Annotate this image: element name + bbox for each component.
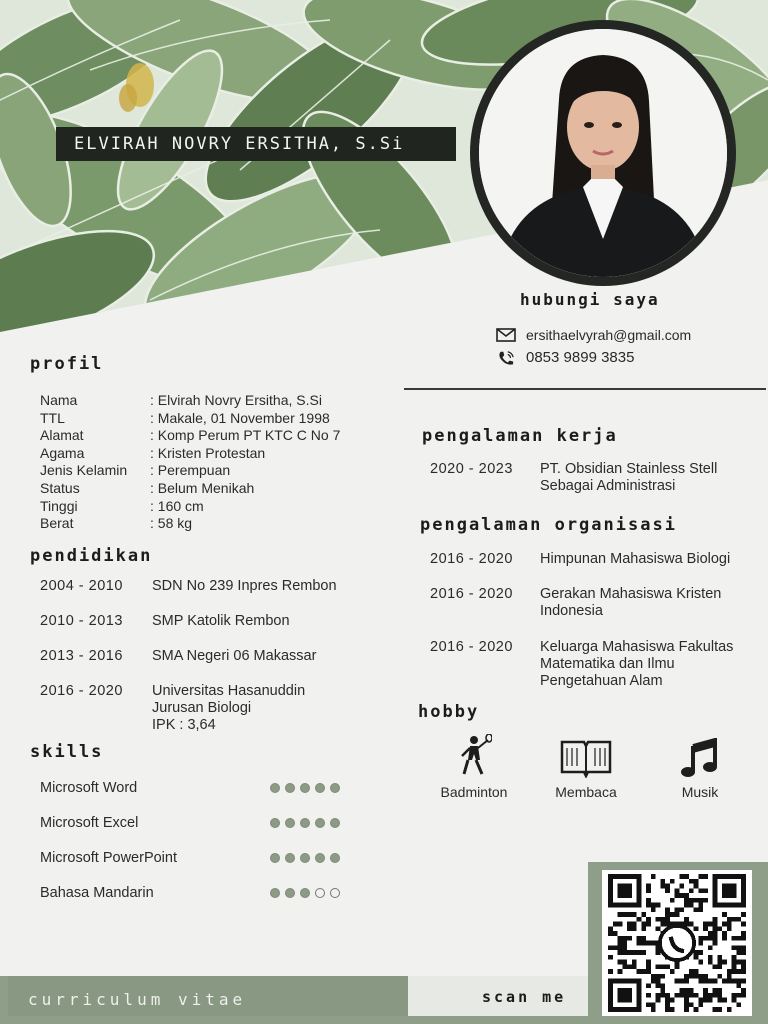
rating-dot-filled xyxy=(270,853,280,863)
profile-row xyxy=(40,445,340,463)
name-banner xyxy=(56,127,456,161)
portrait-illustration xyxy=(479,29,727,277)
profile-label: Jenis Kelamin xyxy=(40,462,128,479)
organization-years: 2016 - 2020 xyxy=(430,551,513,567)
profile-table xyxy=(40,392,340,533)
rating-dot-filled xyxy=(285,888,295,898)
skill-name: Microsoft Excel xyxy=(40,815,139,831)
organization-name: Gerakan Mahasiswa Kristen xyxy=(540,586,722,602)
hobby-item xyxy=(650,734,750,800)
profile-label: Status xyxy=(40,479,80,496)
hobby-label: Badminton xyxy=(440,784,508,800)
education-school: SDN No 239 Inpres Rembon xyxy=(152,578,337,594)
education-years: 2016 - 2020 xyxy=(40,683,123,699)
rating-dot-filled xyxy=(315,853,325,863)
skill-rating xyxy=(270,888,340,898)
whatsapp-qr-code[interactable] xyxy=(602,870,752,1016)
skill-rating xyxy=(270,818,340,828)
education-item xyxy=(40,613,290,630)
phone-line[interactable] xyxy=(496,349,634,366)
hobby-title: hobby xyxy=(418,702,480,722)
organization-years: 2016 - 2020 xyxy=(430,586,513,602)
profile-value: : Komp Perum PT KTC C No 7 xyxy=(150,427,341,444)
envelope-icon xyxy=(496,327,516,343)
phone-text: 0853 9899 3835 xyxy=(526,349,635,366)
profile-value: : Elvirah Novry Ersitha, S.Si xyxy=(150,392,322,408)
profile-row xyxy=(40,462,340,480)
rating-dot-filled xyxy=(330,818,340,828)
education-gpa: IPK : 3,64 xyxy=(152,717,216,733)
profile-value: : Perempuan xyxy=(150,462,231,479)
organization-years: 2016 - 2020 xyxy=(430,639,513,655)
skill-name: Microsoft Word xyxy=(40,780,138,796)
rating-dot-filled xyxy=(315,783,325,793)
rating-dot-filled xyxy=(270,888,280,898)
footer-title: curriculum vitae xyxy=(28,990,247,1009)
profile-value: : Makale, 01 November 1998 xyxy=(150,409,330,426)
profile-value: : Kristen Protestan xyxy=(150,444,266,461)
skill-rating xyxy=(270,783,340,793)
badminton-player-icon xyxy=(456,734,492,778)
profile-row xyxy=(40,515,340,533)
email-text: ersithaelvyrah@gmail.com xyxy=(526,327,692,343)
skills-title: skills xyxy=(30,742,104,762)
organization-name-cont: Pengetahuan Alam xyxy=(540,673,663,689)
skill-name: Bahasa Mandarin xyxy=(40,885,154,901)
work-years: 2020 - 2023 xyxy=(430,461,513,477)
rating-dot-empty xyxy=(330,888,340,898)
education-item xyxy=(40,683,305,734)
education-item xyxy=(40,648,316,665)
profile-label: TTL xyxy=(40,409,65,426)
rating-dot-filled xyxy=(315,818,325,828)
education-title: pendidikan xyxy=(30,546,153,566)
music-note-icon xyxy=(681,738,719,778)
work-company: PT. Obsidian Stainless Stell xyxy=(540,461,718,477)
rating-dot-filled xyxy=(285,853,295,863)
profile-label: Berat xyxy=(40,515,74,532)
hobby-label: Membaca xyxy=(555,784,617,800)
education-school: SMP Katolik Rembon xyxy=(152,613,290,629)
organization-item xyxy=(430,639,755,690)
rating-dot-filled xyxy=(300,888,310,898)
organization-name-cont: Matematika dan Ilmu xyxy=(540,656,675,672)
organization-title: pengalaman organisasi xyxy=(420,515,677,535)
rating-dot-empty xyxy=(315,888,325,898)
education-school: Universitas Hasanuddin xyxy=(152,683,306,699)
skill-name: Microsoft PowerPoint xyxy=(40,850,177,866)
profile-row xyxy=(40,498,340,516)
rating-dot-filled xyxy=(285,783,295,793)
skill-row xyxy=(40,780,340,796)
hobby-item xyxy=(536,734,636,800)
qr-code-icon xyxy=(606,874,748,1012)
profile-value: : Belum Menikah xyxy=(150,479,255,496)
profile-value: : 58 kg xyxy=(150,515,193,532)
contact-title: hubungi saya xyxy=(520,290,660,309)
rating-dot-filled xyxy=(270,818,280,828)
profile-label: Tinggi xyxy=(40,497,78,514)
skill-row xyxy=(40,850,340,866)
education-years: 2013 - 2016 xyxy=(40,648,123,664)
organization-item xyxy=(430,586,755,620)
rating-dot-filled xyxy=(300,853,310,863)
hobby-item xyxy=(424,734,524,800)
work-role: Sebagai Administrasi xyxy=(540,478,676,494)
hobby-label: Musik xyxy=(681,784,719,800)
skill-row xyxy=(40,885,340,901)
profile-label: Nama xyxy=(40,392,78,408)
profile-row xyxy=(40,480,340,498)
organization-item xyxy=(430,551,755,568)
rating-dot-filled xyxy=(300,818,310,828)
rating-dot-filled xyxy=(285,818,295,828)
profile-label: Alamat xyxy=(40,427,84,444)
profile-row xyxy=(40,410,340,428)
full-name: ELVIRAH NOVRY ERSITHA, S.Si xyxy=(74,134,405,154)
profile-photo xyxy=(470,20,736,286)
profile-label: Agama xyxy=(40,444,85,461)
skill-row xyxy=(40,815,340,831)
education-years: 2010 - 2013 xyxy=(40,613,123,629)
skill-rating xyxy=(270,853,340,863)
rating-dot-filled xyxy=(330,853,340,863)
education-major: Jurusan Biologi xyxy=(152,700,252,716)
phone-icon xyxy=(496,350,516,366)
profile-row xyxy=(40,392,340,410)
profile-title: profil xyxy=(30,354,104,374)
organization-name: Keluarga Mahasiswa Fakultas xyxy=(540,639,734,655)
work-item xyxy=(430,461,755,495)
rating-dot-filled xyxy=(270,783,280,793)
contact-divider xyxy=(404,388,766,390)
education-item xyxy=(40,578,337,595)
education-years: 2004 - 2010 xyxy=(40,578,123,594)
rating-dot-filled xyxy=(300,783,310,793)
email-line[interactable] xyxy=(496,327,691,343)
rating-dot-filled xyxy=(330,783,340,793)
profile-row xyxy=(40,427,340,445)
profile-value: : 160 cm xyxy=(150,497,204,514)
scan-me-label: scan me xyxy=(482,988,567,1006)
open-book-icon xyxy=(558,738,614,778)
organization-name: Himpunan Mahasiswa Biologi xyxy=(540,551,731,567)
work-title: pengalaman kerja xyxy=(422,426,618,446)
organization-name-cont: Indonesia xyxy=(540,603,603,619)
education-school: SMA Negeri 06 Makassar xyxy=(152,648,317,664)
